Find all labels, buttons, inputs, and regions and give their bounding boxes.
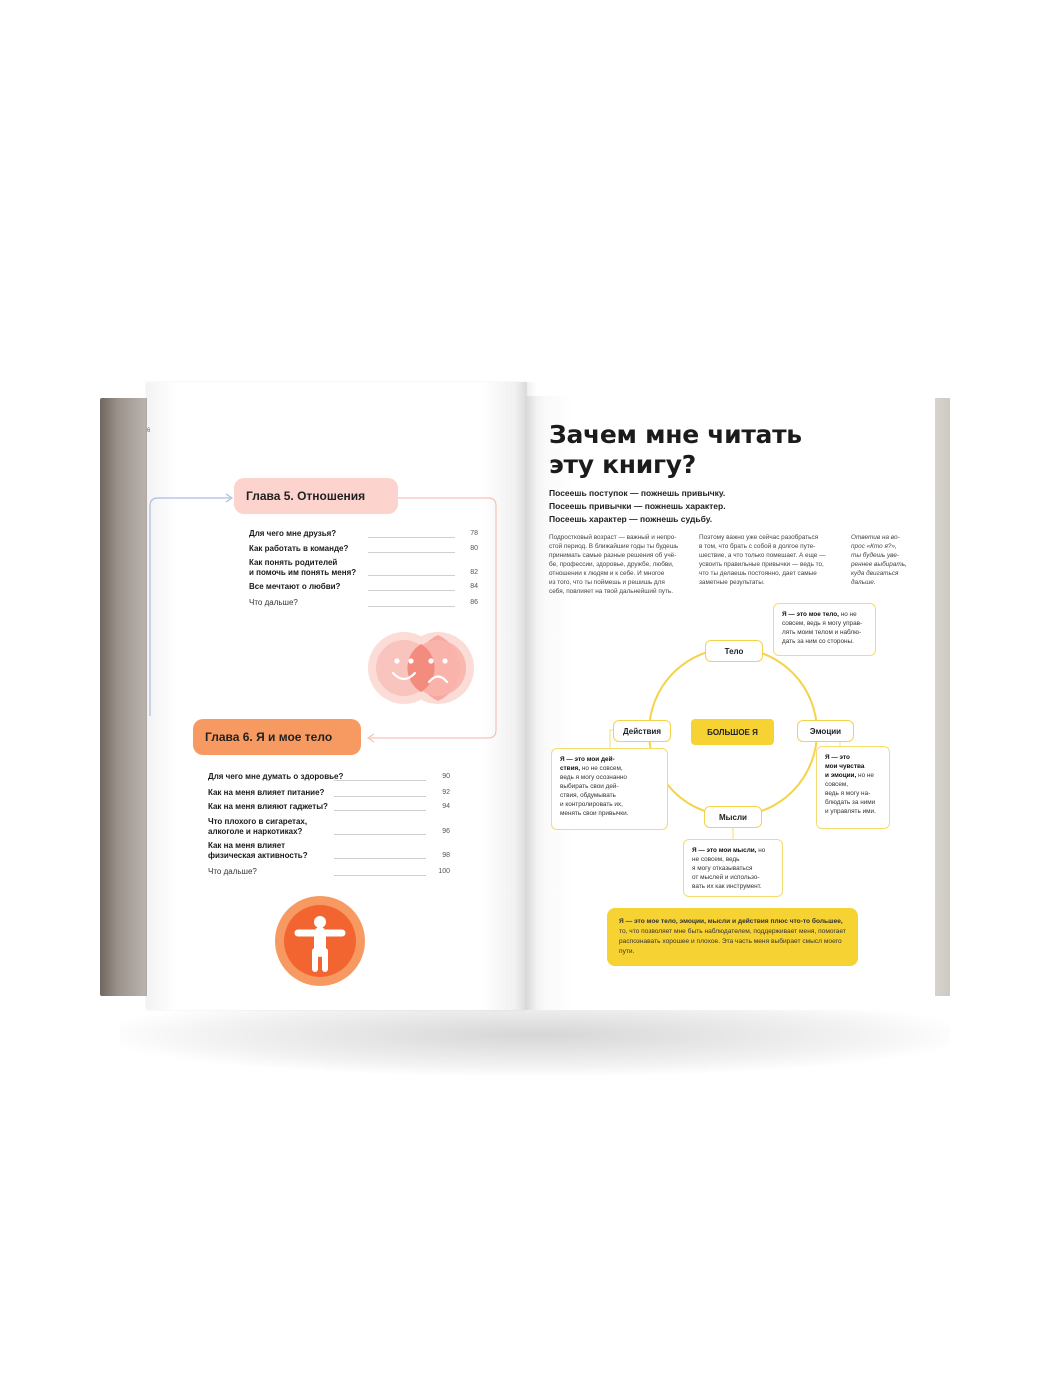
toc-leader-line	[368, 575, 455, 576]
node-thoughts: Мысли	[704, 806, 762, 828]
toc-item-title: Как на меня влияют гаджеты?	[208, 802, 328, 811]
toc-page-number: 82	[470, 568, 478, 576]
proverb-line: Посеешь привычки — пожнешь характер.	[549, 501, 726, 511]
node-big-self: БОЛЬШОЕ Я	[691, 719, 774, 745]
intro-column-1: Подростковый возраст — важный и непро- стой период. В ближайшие годы ты будешь принимать самые разные решения об учё- бе, профессии, здоровье, дружбе, любви, отношении к людям и к себе. И многое из того, что ты поймешь и решишь для себя, повлияет на твой дальнейший путь.	[549, 534, 679, 595]
callout-actions	[551, 748, 668, 830]
toc-leader-line	[368, 606, 455, 607]
toc-page-number: 96	[442, 827, 450, 835]
toc-leader-line	[334, 834, 426, 835]
summary-bold: Я — это мое тело, эмоции, мысли и действия плюс что-то большее,	[619, 918, 843, 925]
toc-leader-line	[368, 552, 455, 553]
toc-page-number: 80	[470, 545, 478, 552]
node-actions: Действия	[613, 720, 671, 742]
callout-actions-bold: Я — это мои дей- ствия,	[560, 756, 615, 772]
callout-thoughts-text: но не совсем, ведь я могу отказываться от мыслей и использо- вать их как инструмент.	[692, 847, 766, 890]
toc-leader-line	[334, 780, 426, 781]
toc-item-title: Для чего мне думать о здоровье?	[208, 772, 344, 781]
title-line-1: Зачем мне читать	[549, 420, 802, 449]
page-number-mark: 6	[147, 428, 151, 434]
toc-item	[249, 544, 478, 554]
toc-page-number: 100	[438, 868, 450, 875]
toc-item	[208, 817, 450, 836]
callout-body-bold: Я — это мое тело,	[782, 611, 839, 618]
node-emotions: Эмоции	[797, 720, 854, 742]
toc-item	[249, 582, 478, 592]
toc-item	[249, 529, 478, 539]
title-line-2: эту книгу?	[549, 450, 696, 479]
toc-leader-line	[334, 810, 426, 811]
intro-column-2: Поэтому важно уже сейчас разобраться в том, что брать с собой в долгое путе- шествие, а что только помешает. А еще — усвоить правильные привычки — ведь то, что ты делаешь постоянно, дает самые заметные результаты.	[699, 534, 826, 586]
toc-item	[208, 772, 450, 782]
chapter-5-title: Глава 5. Отношения	[234, 478, 398, 514]
toc-item-title: Как понять родителей и помочь им понять меня?	[249, 558, 357, 577]
toc-item	[249, 598, 478, 608]
summary-box	[607, 908, 858, 966]
connector-blue	[150, 498, 230, 716]
toc-leader-line	[368, 537, 455, 538]
intro-column-3: Ответив на во- прос «Кто я?», ты будешь уве- реннее выбирать, куда двигаться дальше.	[851, 534, 907, 586]
toc-page-number: 90	[442, 773, 450, 780]
emotions-icon	[366, 627, 478, 709]
toc-page-number: 84	[470, 583, 478, 590]
toc-item-title: Как на меня влияет питание?	[208, 788, 325, 797]
callout-emotions	[816, 746, 890, 829]
toc-page-number: 94	[442, 803, 450, 810]
toc-item-title: Что дальше?	[208, 867, 257, 876]
callout-body-text: но не совсем, ведь я могу управ- лять моим телом и наблю- дать за ним со стороны.	[782, 611, 863, 645]
toc-page-number: 78	[470, 530, 478, 537]
toc-page-number: 86	[470, 599, 478, 606]
toc-item	[249, 558, 478, 577]
proverb	[549, 487, 726, 526]
toc-item	[208, 802, 450, 812]
callout-actions-text: но не совсем, ведь я могу осознанно выбирать свои дей- ствия, обдумывать и контролировать их, менять свои привычки.	[560, 765, 629, 817]
toc-item	[208, 788, 450, 798]
callout-thoughts-bold: Я — это мои мысли,	[692, 847, 757, 854]
toc-item	[208, 841, 450, 860]
toc-leader-line	[334, 875, 426, 876]
toc-item-title: Как работать в команде?	[249, 544, 349, 553]
toc-page-number: 98	[442, 851, 450, 859]
toc-item-title: Все мечтают о любви?	[249, 582, 341, 591]
proverb-line: Посеешь поступок — пожнешь привычку.	[549, 488, 726, 498]
toc-leader-line	[334, 796, 426, 797]
node-body: Тело	[705, 640, 763, 662]
chapter-6-title: Глава 6. Я и мое тело	[193, 719, 361, 755]
toc-item-title: Что дальше?	[249, 598, 298, 607]
toc-item-title: Для чего мне друзья?	[249, 529, 337, 538]
toc-item-title: Как на меня влияет физическая активность?	[208, 841, 308, 860]
toc-item-title: Что плохого в сигаретах, алкоголе и наркотиках?	[208, 817, 308, 836]
page-title	[549, 420, 849, 480]
callout-body	[773, 603, 876, 656]
callout-thoughts	[683, 839, 783, 897]
book-spine	[515, 382, 537, 1010]
body-icon	[274, 895, 366, 987]
toc-leader-line	[368, 590, 455, 591]
toc-page-number: 92	[442, 789, 450, 796]
proverb-line: Посеешь характер — пожнешь судьбу.	[549, 514, 713, 524]
chapter-connectors	[140, 480, 510, 750]
callout-emotions-text: но не совсем, ведь я могу на- блюдать за ними и управлять ими.	[825, 772, 876, 815]
callout-emotions-bold: Я — это мои чувства и эмоции,	[825, 754, 865, 779]
toc-item	[208, 867, 450, 877]
summary-text: то, что позволяет мне быть наблюдателем, поддерживает меня, помогает распознавать хорошее и плохое. Эта часть меня выбирает смысл моего пути.	[619, 928, 846, 955]
toc-leader-line	[334, 858, 426, 859]
